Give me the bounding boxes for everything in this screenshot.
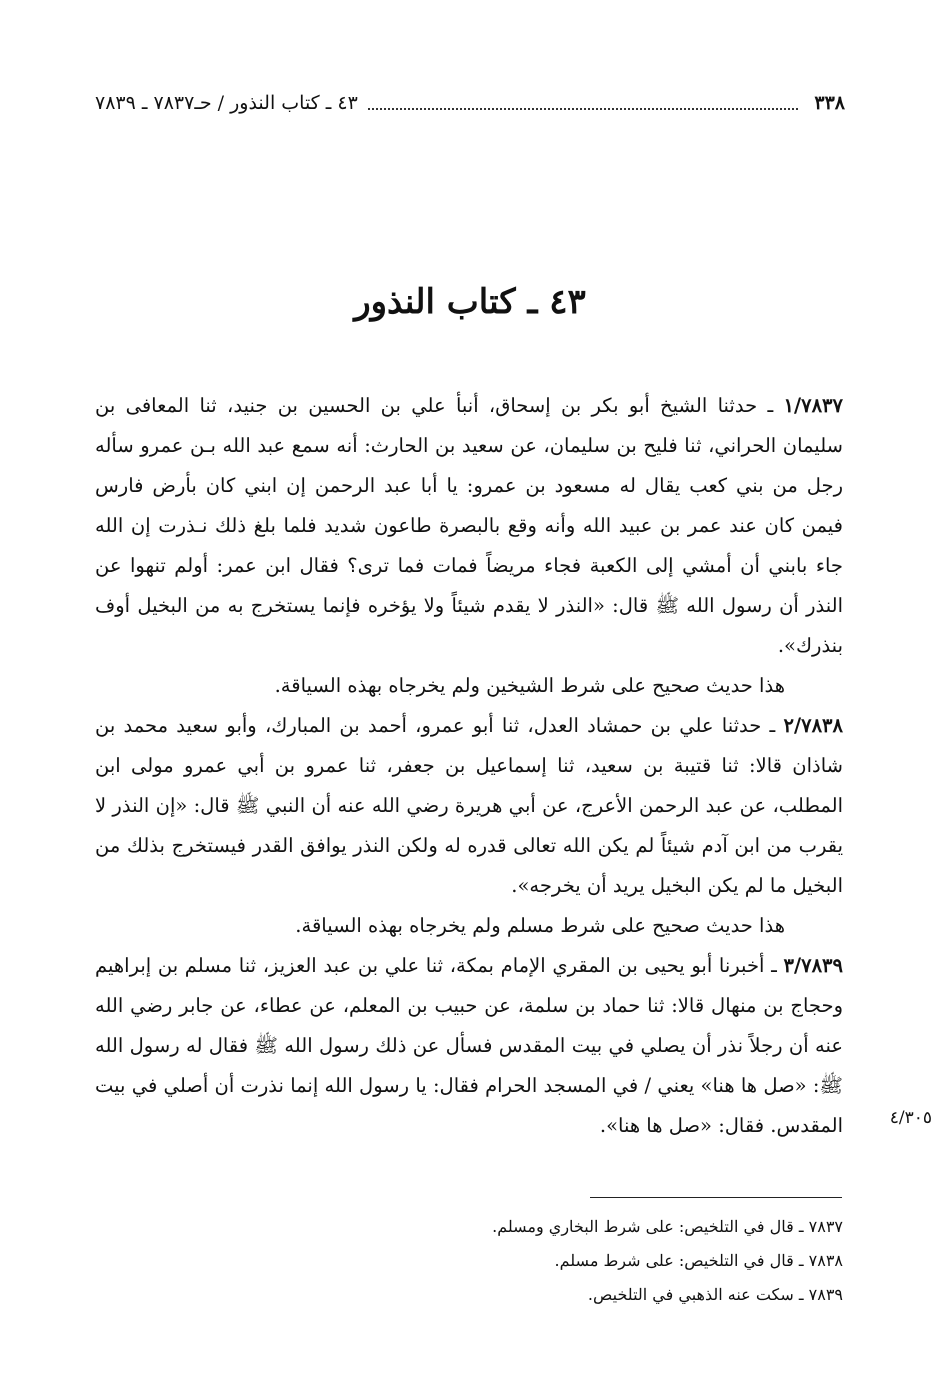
- page-number: ٣٣٨: [814, 92, 845, 114]
- running-header: [95, 86, 845, 120]
- footnote-divider: [590, 1197, 842, 1198]
- hadith-paragraph: [95, 386, 843, 666]
- hadith-text: ـ أخبرنا أبو يحيى بن المقري الإمام بمكة، ثنا علي بن عبد العزيز، ثنا مسلم بن إبراهيم وحجاج بن منهال قالا: ثنا حماد بن سلمة، عن حبيب بن المعلم، عن عطاء، عن جابر رضي الله عنه أن رجلاً نذر أن يصلي في بيت المقدس فسأل عن ذلك رسول الله ﷺ فقال له رسول الله ﷺ: «صل ها هنا» يعني / في المسجد الحرام فقال: يا رسول الله إنما نذرت أن أصلي في بيت المقدس. فقال: «صل ها هنا».: [95, 954, 843, 1137]
- volume-page-marker: ٤/٣٠٥: [889, 1108, 932, 1128]
- footnote: ٧٨٣٩ ـ سكت عنه الذهبي في التلخيص.: [587, 1285, 843, 1304]
- chapter-title: ٤٣ ـ كتاب النذور: [354, 282, 586, 322]
- footnote: ٧٨٣٧ ـ قال في التلخيص: على شرط البخاري ومسلم.: [492, 1217, 843, 1236]
- hadith-number: ٣/٧٨٣٩: [783, 954, 843, 977]
- footnotes: [95, 1210, 843, 1312]
- footnote: ٧٨٣٨ ـ قال في التلخيص: على شرط مسلم.: [554, 1251, 843, 1270]
- hadith-text: ـ حدثنا علي بن حمشاد العدل، ثنا أبو عمرو، أحمد بن المبارك، وأبو سعيد محمد بن شاذان قالا: ثنا قتيبة بن سعيد، ثنا إسماعيل بن جعفر، ثنا عمرو بن أبي عمرو مولى ابن المطلب، عن عبد الرحمن الأعرج، عن أبي هريرة رضي الله عنه أن النبي ﷺ قال: «إن النذر لا يقرب من ابن آدم شيئاً لم يكن الله تعالى قدره له ولكن النذر يوافق القدر فيستخرج بذلك من البخيل ما لم يكن البخيل يريد أن يخرجه».: [95, 714, 843, 897]
- hadith-number: ٢/٧٨٣٨: [783, 714, 843, 737]
- hadith-grading: هذا حديث صحيح على شرط الشيخين ولم يخرجاه بهذه السياقة.: [274, 674, 785, 697]
- hadith-paragraph: [95, 706, 843, 906]
- hadith-grading: هذا حديث صحيح على شرط مسلم ولم يخرجاه بهذه السياقة.: [295, 914, 785, 937]
- hadith-number: ١/٧٨٣٧: [783, 394, 843, 417]
- running-title: ٤٣ ـ كتاب النذور / حـ٧٨٣٧ ـ ٧٨٣٩: [95, 92, 358, 114]
- hadith-paragraph: [95, 946, 843, 1146]
- header-dot-leader: [368, 96, 799, 110]
- hadith-text: ـ حدثنا الشيخ أبو بكر بن إسحاق، أنبأ علي بن الحسين بن جنيد، ثنا المعافى بن سليمان الحراني، ثنا فليح بن سليمان، عن سعيد بن الحارث: أنه سمع عبد الله بـن عمرو سأله رجل من بني كعب يقال له مسعود بن عمرو: يا أبا عبد الرحمن إن ابني كان بأرض فارس فيمن كان عند عمر بن عبيد الله وأنه وقع بالبصرة طاعون شديد فلما بلغ ذلك نـذرت إن الله جاء بابني أن أمشي إلى الكعبة فجاء مريضاً فمات فما ترى؟ فقال ابن عمر: أولم تنهوا عن النذر أن رسول الله ﷺ قال: «النذر لا يقدم شيئاً ولا يؤخره فإنما يستخرج به من البخيل أوف بنذرك».: [95, 394, 843, 657]
- main-text: [95, 386, 843, 1146]
